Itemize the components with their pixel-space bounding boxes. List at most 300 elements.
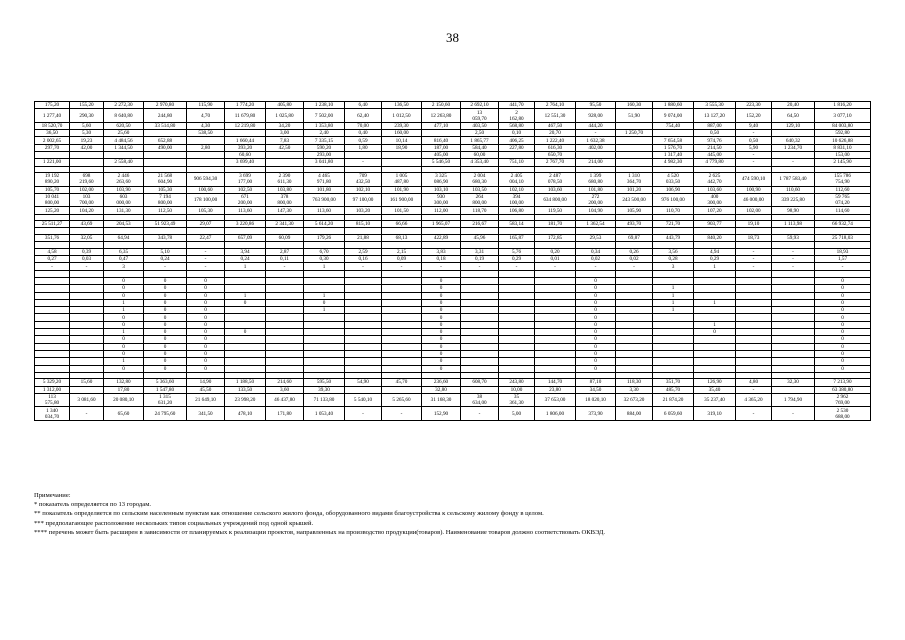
table-cell: 66,66 (382, 221, 422, 228)
table-cell: - (616, 263, 653, 270)
table-row (35, 321, 871, 328)
table-row (35, 393, 871, 407)
table-cell (225, 130, 266, 137)
table-cell (345, 285, 382, 292)
table-cell (345, 365, 382, 372)
table-cell: 4 353,40 (461, 159, 499, 166)
table-cell (694, 285, 736, 292)
table-cell: 5,00 (499, 407, 535, 421)
table-cell: 106,80 (499, 207, 535, 214)
table-cell: 0,11 (266, 256, 304, 263)
table-cell: 490,00 (144, 144, 187, 151)
table-cell: 101,20 (616, 186, 653, 193)
table-cell: 5,60 (70, 122, 104, 129)
table-cell: 0 (187, 336, 225, 343)
table-cell: 60,09 (266, 234, 304, 241)
table-cell (772, 386, 815, 393)
table-cell: 160,30 (616, 102, 653, 109)
table-cell: - (535, 263, 576, 270)
table-cell: 640,32 (772, 137, 815, 144)
table-cell: 930 300,00 (422, 193, 461, 207)
table-cell (382, 151, 422, 158)
table-cell: 112,00 (422, 207, 461, 214)
table-cell (461, 350, 499, 357)
table-cell (616, 350, 653, 357)
table-cell (266, 321, 304, 328)
table-cell: 403,50 (461, 122, 499, 129)
table-cell (461, 343, 499, 350)
table-cell (694, 292, 736, 299)
table-cell: 0 (576, 321, 616, 328)
table-cell (653, 365, 694, 372)
table-cell: 0 (144, 329, 187, 336)
table-cell: 100,60 (187, 186, 225, 193)
table-cell (266, 365, 304, 372)
table-cell: 4,94 (694, 248, 736, 255)
table-row (35, 159, 871, 166)
table-cell: 0 (144, 277, 187, 284)
table-cell: 467,50 (535, 122, 576, 129)
table-row (35, 365, 871, 372)
table-cell: 101,90 (382, 186, 422, 193)
table-cell: 59,93 (772, 234, 815, 241)
table-cell (266, 343, 304, 350)
table-cell: 9,40 (736, 122, 772, 129)
table-cell: 1 053,40 (304, 407, 345, 421)
table-cell (461, 386, 499, 393)
table-cell: 153,00 (815, 151, 871, 158)
table-cell: 103,60 (535, 186, 576, 193)
table-cell (499, 285, 535, 292)
table-row (35, 248, 871, 255)
table-cell: 5 329,20 (35, 379, 70, 386)
table-cell: 23 998,20 (225, 393, 266, 407)
table-cell (616, 329, 653, 336)
table-cell (736, 365, 772, 372)
table-cell: 12 263,80 (422, 109, 461, 123)
table-cell: 2 150,60 (422, 102, 461, 109)
table-cell (616, 270, 653, 277)
statistics-table-body (35, 102, 871, 421)
table-cell: 445,00 (694, 151, 736, 158)
table-cell (499, 321, 535, 328)
table-cell: - (576, 263, 616, 270)
table-cell: 32,80 (422, 386, 461, 393)
table-cell (35, 321, 70, 328)
table-cell (736, 343, 772, 350)
table-cell: 1 (653, 307, 694, 314)
table-cell: 0 (104, 292, 144, 299)
table-cell (345, 343, 382, 350)
table-cell: 66 932,74 (815, 221, 871, 228)
table-cell (144, 270, 187, 277)
table-cell: 1 340 034,70 (35, 407, 70, 421)
table-cell (461, 321, 499, 328)
table-cell (144, 151, 187, 158)
table-cell: - (772, 256, 815, 263)
table-cell: 0,34 (576, 248, 616, 255)
table-cell (345, 270, 382, 277)
table-cell: 155 786 754,90 (815, 173, 871, 187)
table-cell: 0 (144, 307, 187, 314)
table-cell: 0 (815, 365, 871, 372)
table-cell (535, 307, 576, 314)
table-cell: 160,00 (382, 130, 422, 137)
table-cell: 351,70 (653, 379, 694, 386)
table-cell: 2,15 (382, 248, 422, 255)
table-cell (382, 329, 422, 336)
table-cell: - (187, 256, 225, 263)
table-cell: 5,30 (70, 130, 104, 137)
table-cell (225, 307, 266, 314)
table-cell: 584,40 (461, 144, 499, 151)
table-cell: 155,20 (70, 102, 104, 109)
table-cell: 2 446 263,60 (104, 173, 144, 187)
table-cell: 3,60 (266, 386, 304, 393)
table-cell: 592,80 (815, 130, 871, 137)
table-cell: 132,80 (104, 379, 144, 386)
table-cell (35, 285, 70, 292)
table-cell: 0,50 (736, 137, 772, 144)
table-cell: 69,87 (616, 234, 653, 241)
table-cell: 0 (187, 343, 225, 350)
table-cell: 10,14 (382, 137, 422, 144)
table-cell: 0 (422, 358, 461, 365)
table-cell: 45,70 (382, 379, 422, 386)
table-cell: 20,70 (535, 130, 576, 137)
table-cell (382, 277, 422, 284)
table-cell: 1 221,00 (35, 159, 70, 166)
table-cell: 60,00 (461, 151, 499, 158)
table-cell (304, 336, 345, 343)
table-cell: 0 (694, 329, 736, 336)
table-row (35, 109, 871, 123)
table-cell (535, 350, 576, 357)
table-cell: - (772, 263, 815, 270)
table-cell: 118,70 (461, 207, 499, 214)
table-cell (499, 365, 535, 372)
table-cell: 19,23 (70, 137, 104, 144)
table-cell (70, 358, 104, 365)
table-cell: 8 831,10 (815, 144, 871, 151)
table-cell (304, 358, 345, 365)
table-cell: 884,00 (616, 407, 653, 421)
table-cell: 0 (815, 358, 871, 365)
table-cell: 751,10 (499, 159, 535, 166)
table-cell (304, 270, 345, 277)
table-cell (461, 285, 499, 292)
table-cell: 0 (187, 329, 225, 336)
table-cell (345, 299, 382, 306)
table-cell (535, 314, 576, 321)
table-cell (345, 307, 382, 314)
table-cell: 976 100,00 (653, 193, 694, 207)
table-cell (382, 285, 422, 292)
table-cell: 62,40 (345, 109, 382, 123)
table-cell (35, 270, 70, 277)
table-cell (35, 329, 70, 336)
table-cell: 595,50 (304, 379, 345, 386)
table-cell: 657,09 (225, 234, 266, 241)
table-cell: 51 923,49 (144, 221, 187, 228)
table-cell (461, 299, 499, 306)
table-row (35, 358, 871, 365)
table-cell (616, 137, 653, 144)
table-cell: - (772, 248, 815, 255)
table-cell (225, 343, 266, 350)
table-cell: 243,80 (499, 379, 535, 386)
table-cell (304, 350, 345, 357)
table-cell: 0 (187, 307, 225, 314)
table-cell: - (736, 130, 772, 137)
table-cell (70, 159, 104, 166)
table-cell: 1 234,70 (772, 144, 815, 151)
table-cell: 405,00 (422, 151, 461, 158)
table-cell: 1 (653, 285, 694, 292)
table-cell (225, 270, 266, 277)
table-cell: 17,80 (104, 386, 144, 393)
table-cell: 1 816,20 (815, 102, 871, 109)
table-cell (266, 292, 304, 299)
table-cell: 103,20 (345, 207, 382, 214)
table-cell (266, 336, 304, 343)
table-cell: 1 (104, 307, 144, 314)
table-cell: 406,25 (499, 137, 535, 144)
table-cell (694, 336, 736, 343)
table-cell: 4 520 033,50 (653, 173, 694, 187)
table-cell: 0,29 (694, 256, 736, 263)
table-cell: 5,90 (736, 144, 772, 151)
table-cell (653, 329, 694, 336)
table-cell: 583,14 (499, 221, 535, 228)
table-cell: 0,16 (345, 256, 382, 263)
table-cell: 0 (144, 292, 187, 299)
table-cell (736, 314, 772, 321)
table-cell: - (345, 159, 382, 166)
table-cell: 5 265,60 (382, 393, 422, 407)
table-cell: 0 (144, 350, 187, 357)
table-cell: 477,10 (422, 122, 461, 129)
table-cell: 68,13 (382, 234, 422, 241)
table-cell (187, 270, 225, 277)
table-cell: 216,67 (461, 221, 499, 228)
table-cell: 634 800,00 (535, 193, 576, 207)
table-cell: 7,83 (266, 137, 304, 144)
table-cell (461, 270, 499, 277)
table-cell (736, 270, 772, 277)
table-cell: 0 (104, 285, 144, 292)
table-cell (70, 270, 104, 277)
table-cell: 239,30 (382, 122, 422, 129)
table-cell: 264 800,00 (461, 193, 499, 207)
table-cell: 0 (815, 299, 871, 306)
table-cell: 0 (144, 299, 187, 306)
table-cell (187, 159, 225, 166)
table-cell (266, 350, 304, 357)
table-cell (772, 285, 815, 292)
footnote-1: * показатель определяется по 13 городам. (34, 501, 152, 509)
table-cell: 7 335,15 (304, 137, 345, 144)
table-cell: 37 653,00 (535, 393, 576, 407)
table-cell: 4 484,56 (104, 137, 144, 144)
table-cell: 0 (422, 292, 461, 299)
table-cell: 928,00 (576, 109, 616, 123)
table-cell (144, 130, 187, 137)
table-cell: 887,00 (694, 122, 736, 129)
table-cell (266, 159, 304, 166)
table-cell: 2 767,70 (535, 159, 576, 166)
table-cell: 63 380,80 (815, 386, 871, 393)
table-cell: 36,50 (35, 130, 70, 137)
table-cell: 0 (144, 343, 187, 350)
table-cell (461, 365, 499, 372)
table-cell: 1 012,50 (382, 109, 422, 123)
table-cell: 43,69 (70, 221, 104, 228)
table-cell: 0,28 (653, 256, 694, 263)
table-cell: 1 547,80 (144, 386, 187, 393)
table-cell: 21 649,10 (187, 393, 225, 407)
table-cell (104, 270, 144, 277)
table-cell: 351,76 (35, 234, 70, 241)
table-cell: 29,53 (576, 234, 616, 241)
table-cell (736, 350, 772, 357)
table-cell: 297,70 (35, 144, 70, 151)
table-cell: 290,30 (70, 109, 104, 123)
table-cell: 227,80 (499, 144, 535, 151)
table-cell (382, 321, 422, 328)
table-cell: - (815, 263, 871, 270)
table-cell: 15,60 (70, 379, 104, 386)
table-cell: 0 (815, 307, 871, 314)
table-cell: 0 (815, 336, 871, 343)
table-cell: 1 774,20 (225, 102, 266, 109)
table-cell: 3 (104, 263, 144, 270)
table-cell: 5 363,60 (144, 379, 187, 386)
table-cell (653, 277, 694, 284)
table-cell (535, 336, 576, 343)
table-cell: 113 575,80 (35, 393, 70, 407)
table-cell: 0 (815, 277, 871, 284)
table-cell (345, 386, 382, 393)
table-cell (266, 270, 304, 277)
table-cell: 133,50 (225, 386, 266, 393)
table-cell: 378 800,00 (266, 193, 304, 207)
table-cell: 22,47 (187, 234, 225, 241)
table-cell: - (499, 263, 535, 270)
table-cell: 4,70 (187, 109, 225, 123)
table-cell: - (345, 263, 382, 270)
table-cell (535, 292, 576, 299)
table-cell: 1 787 583,40 (772, 173, 815, 187)
table-cell: 0 (422, 321, 461, 328)
table-cell: 2 272,30 (104, 102, 144, 109)
footnote-2: ** показатель определяется по сельским населенным пунктам как отношение сельского жилого фонда, оборудованного видами благоустройства к сельскому жилому фонду в целом. (34, 510, 544, 518)
table-cell (70, 343, 104, 350)
table-cell: 1 (225, 292, 266, 299)
table-cell: 110,70 (653, 207, 694, 214)
table-cell: 0 (187, 299, 225, 306)
table-cell (736, 285, 772, 292)
table-cell: 1 (653, 299, 694, 306)
table-cell: 0 (144, 321, 187, 328)
table-cell (35, 343, 70, 350)
table-cell: 1 (694, 263, 736, 270)
table-row (35, 207, 871, 214)
table-cell: 3 699 177,00 (225, 173, 266, 187)
table-cell: 244,80 (144, 109, 187, 123)
table-cell: 87,10 (576, 379, 616, 386)
table-cell: 3 555,30 (694, 102, 736, 109)
table-cell (35, 350, 70, 357)
table-cell: 0,20 (535, 248, 576, 255)
table-cell: 0 (422, 314, 461, 321)
table-cell: 1 (104, 329, 144, 336)
table-cell (144, 159, 187, 166)
table-cell: 0 (576, 358, 616, 365)
table-cell (736, 277, 772, 284)
table-cell: 113,60 (304, 207, 345, 214)
table-cell: 13 127,20 (694, 109, 736, 123)
table-cell (382, 299, 422, 306)
table-cell: 0 (187, 350, 225, 357)
table-cell: 45,96 (461, 234, 499, 241)
table-cell: 493,70 (616, 221, 653, 228)
table-cell (535, 358, 576, 365)
table-cell: 101,80 (576, 186, 616, 193)
table-cell (694, 350, 736, 357)
table-cell: 5,76 (499, 248, 535, 255)
table-cell: 5 546,50 (422, 159, 461, 166)
table-cell (616, 321, 653, 328)
table-cell (70, 321, 104, 328)
table-cell: 0 (422, 365, 461, 372)
table-cell (535, 277, 576, 284)
table-cell (382, 292, 422, 299)
table-cell (304, 277, 345, 284)
table-cell: 0,40 (345, 130, 382, 137)
table-cell (187, 151, 225, 158)
table-cell (345, 329, 382, 336)
table-cell (694, 365, 736, 372)
table-cell: 1 250,70 (616, 130, 653, 137)
table-cell: 105,70 (35, 186, 70, 193)
table-cell (70, 329, 104, 336)
table-cell: 3 699,40 (225, 159, 266, 166)
table-cell (225, 285, 266, 292)
table-cell (304, 321, 345, 328)
table-cell: 441,70 (499, 102, 535, 109)
table-cell (616, 277, 653, 284)
table-row (35, 386, 871, 393)
table-cell: 616,30 (535, 144, 576, 151)
table-cell: 0 (187, 292, 225, 299)
table-cell (694, 343, 736, 350)
table-cell: 59 765 074,20 (815, 193, 871, 207)
table-cell: 25 511,27 (35, 221, 70, 228)
table-cell (382, 365, 422, 372)
table-cell: 405,80 (266, 102, 304, 109)
table-cell: 2 962 769,00 (815, 393, 871, 407)
table-cell: 103 700,00 (70, 193, 104, 207)
table-cell (772, 292, 815, 299)
table-cell (694, 314, 736, 321)
table-cell: 0,50 (694, 130, 736, 137)
table-cell: 98,90 (772, 207, 815, 214)
table-cell: 243 500,00 (616, 193, 653, 207)
table-cell (772, 321, 815, 328)
table-cell: 0,24 (144, 256, 187, 263)
table-cell (616, 292, 653, 299)
